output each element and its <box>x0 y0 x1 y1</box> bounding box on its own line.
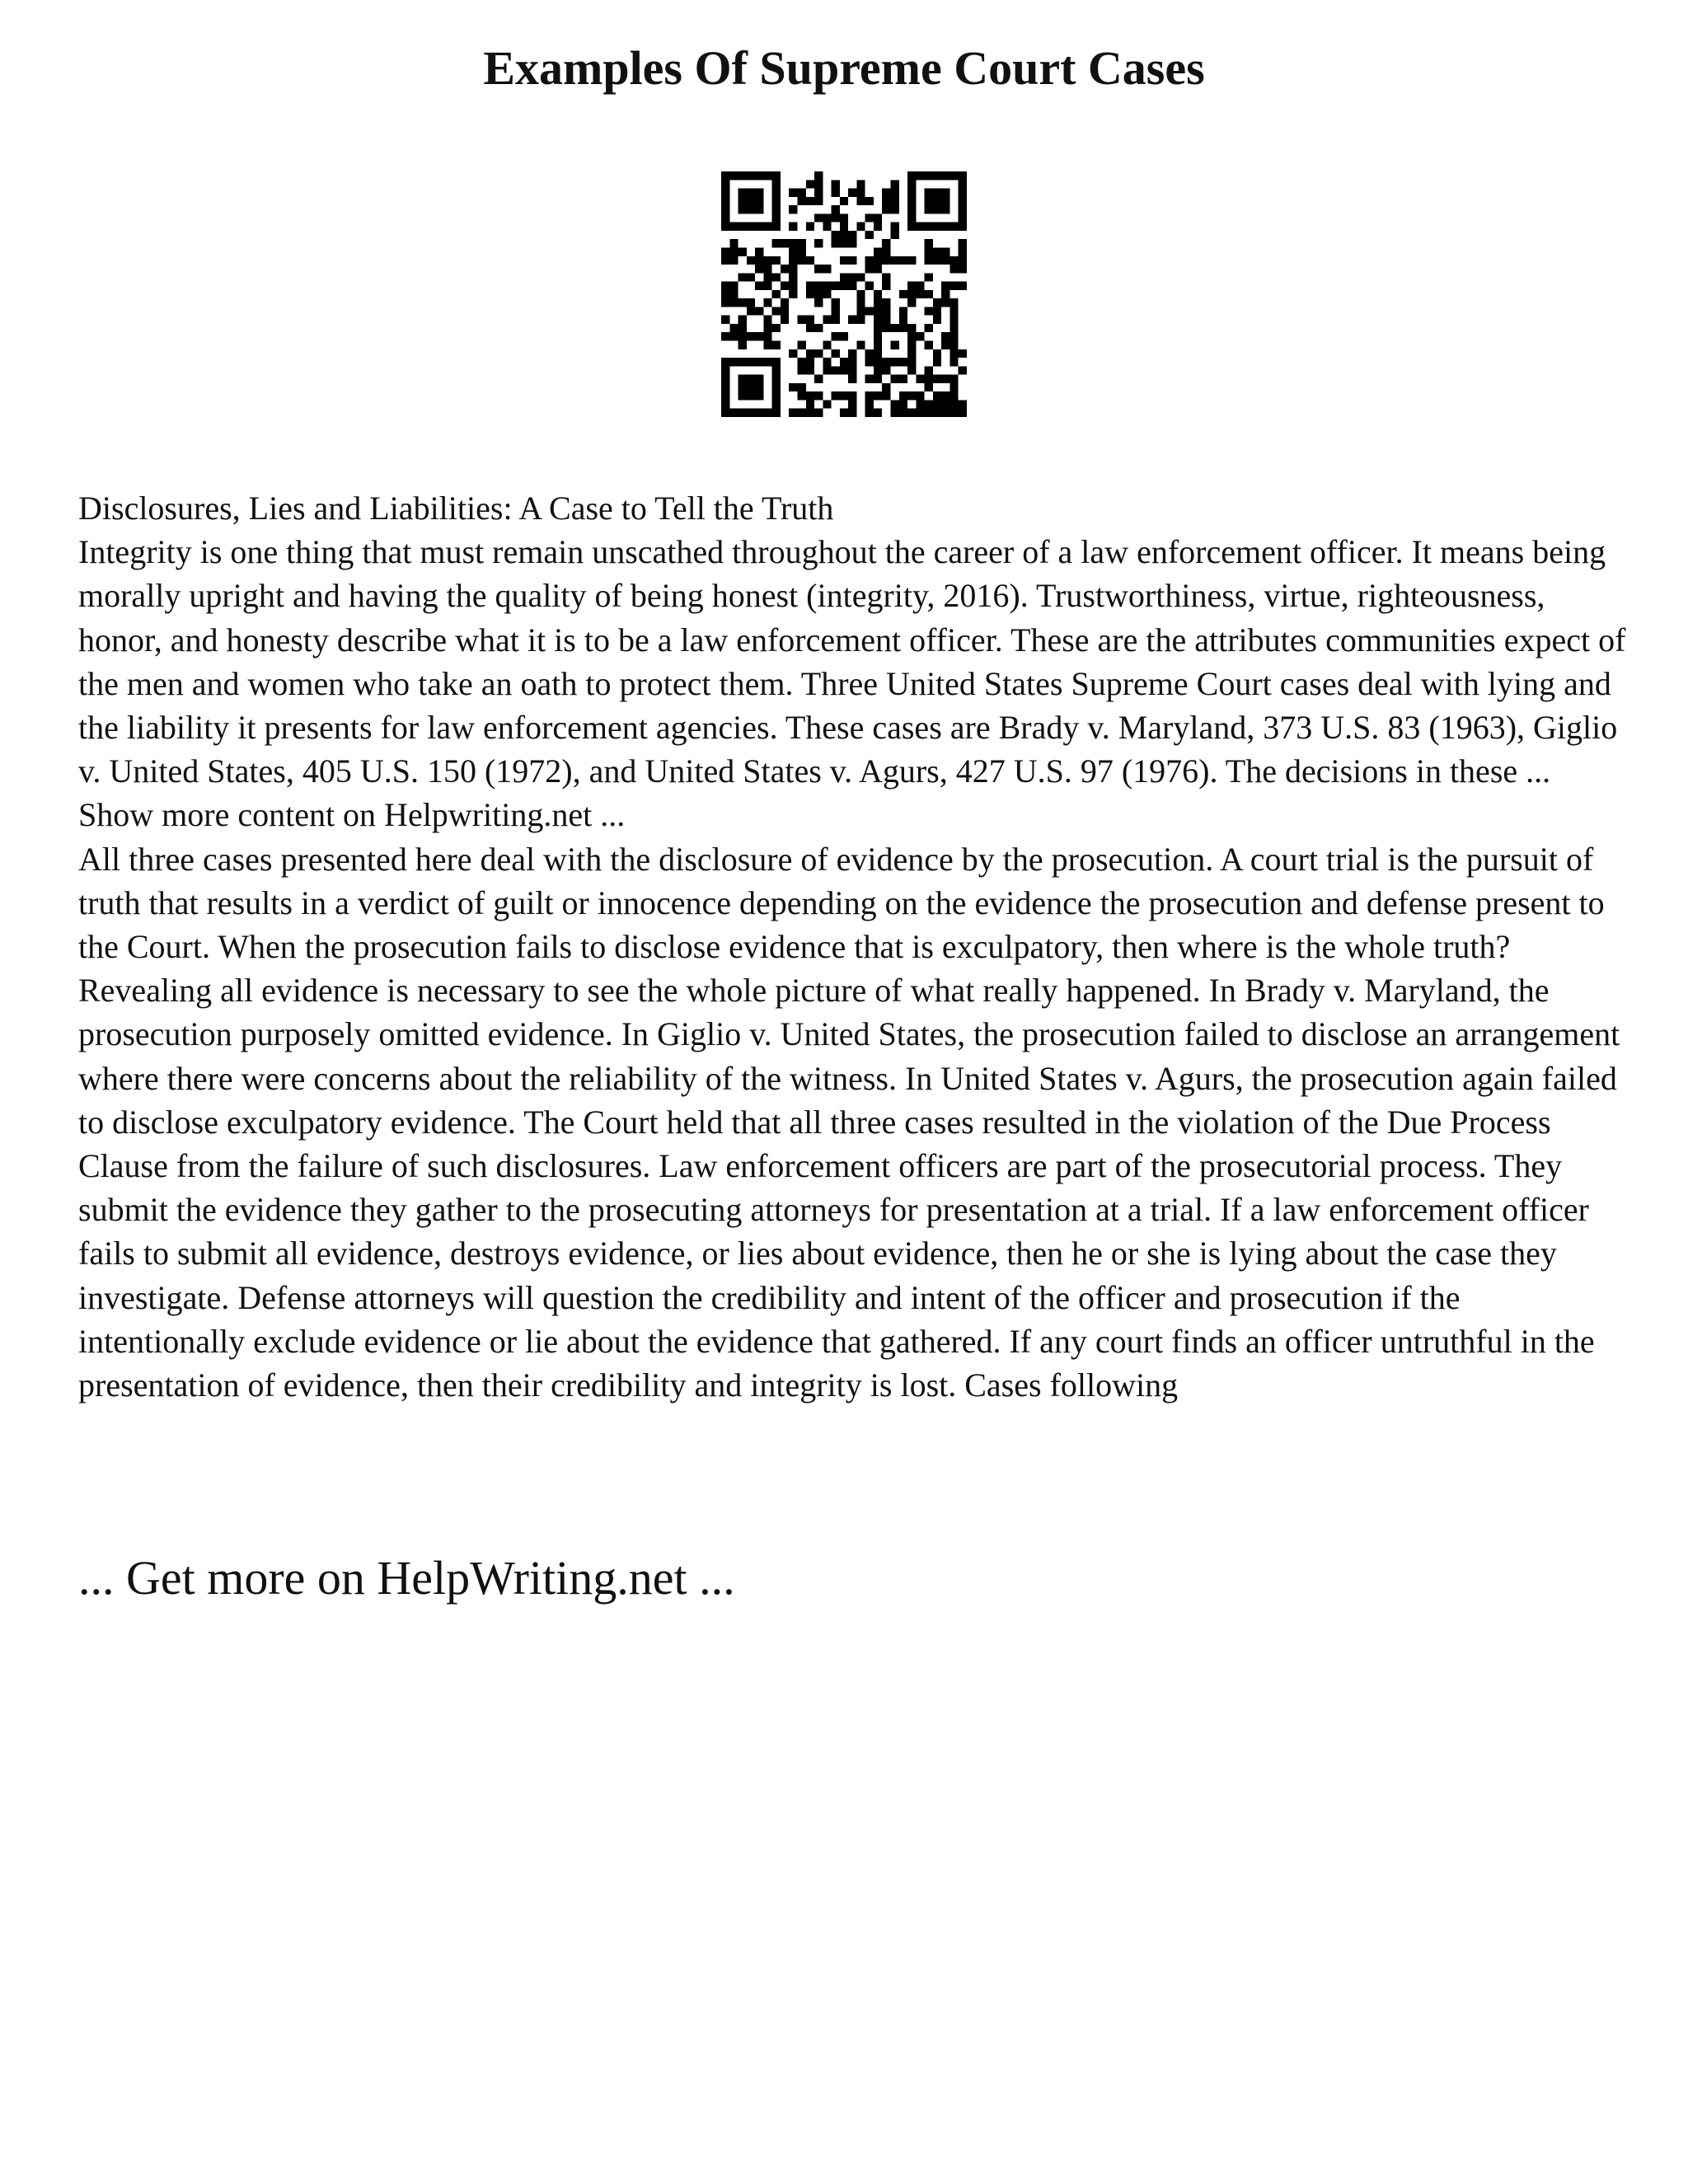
article-subtitle: Disclosures, Lies and Liabilities: A Case to Tell the Truth <box>78 490 834 527</box>
paragraph-cases: All three cases presented here deal with the disclosure of evidence by the prosecution. A court trial is the pursuit of truth that results in a verdict of guilt or innocence depending on the evidence the prosecution and defense present to the Court. When the prosecution fails to disclose evidence that is exculpatory, then where is the whole truth? Revealing all evidence is necessary to see the whole picture of what really happened. In Brady v. Maryland, the prosecution purposely omitted evidence. In Giglio v. United States, the prosecution failed to disclose an arrangement where there were concerns about the reliability of the witness. In United States v. Agurs, the prosecution again failed to disclose exculpatory evidence. The Court held that all three cases resulted in the violation of the Due Process Clause from the failure of such disclosures. Law enforcement officers are part of the prosecutorial process. They submit the evidence they gather to the prosecuting attorneys for presentation at a trial. If a law enforcement officer fails to submit all evidence, destroys evidence, or lies about evidence, then he or she is lying about the case they investigate. Defense attorneys will question the credibility and intent of the officer and prosecution if the intentionally exclude evidence or lie about the evidence that gathered. If any court finds an officer untruthful in the presentation of evidence, then their credibility and integrity is lost. Cases following <box>78 840 1620 1404</box>
qr-code-icon[interactable] <box>721 171 967 417</box>
article-body <box>78 486 1628 1407</box>
paragraph-intro: Integrity is one thing that must remain unscathed throughout the career of a law enforcement officer. It means being morally upright and having the quality of being honest (integrity, 2016). Trustworthiness, virtue, righteousness, honor, and honesty describe what it is to be a law enforcement officer. These are the attributes communities expect of the men and women who take an oath to protect them. Three United States Supreme Court cases deal with lying and the liability it presents for law enforcement agencies. These cases are Brady v. Maryland, 373 U.S. 83 (1963), Giglio v. United States, 405 U.S. 150 (1972), and United States v. Agurs, 427 U.S. 97 (1976). The decisions in these ... Show more content on Helpwriting.net ... <box>78 533 1626 834</box>
page-title: Examples Of Supreme Court Cases <box>483 41 1205 95</box>
get-more-link[interactable]: ... Get more on HelpWriting.net ... <box>78 1551 735 1605</box>
